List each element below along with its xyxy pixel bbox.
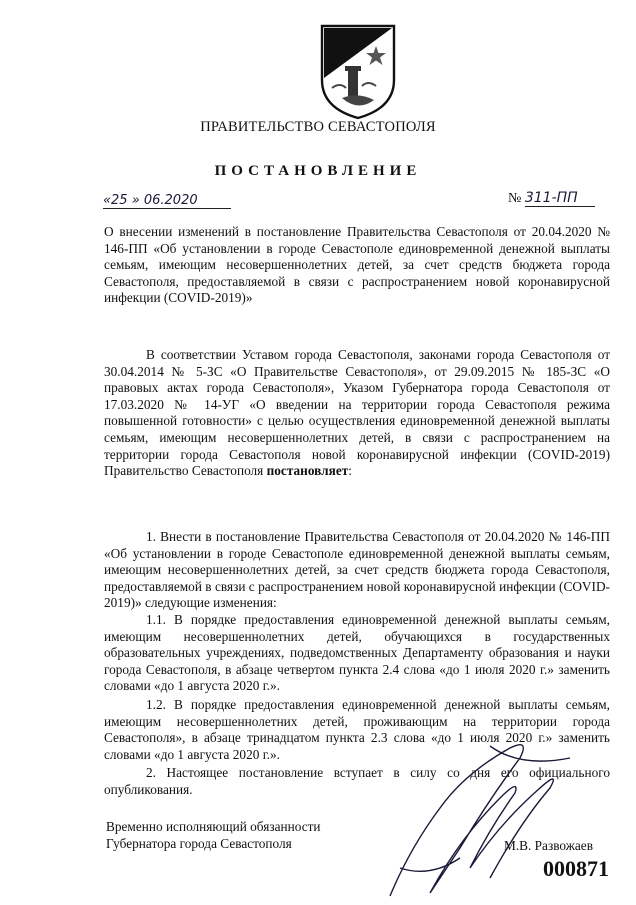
preamble <box>104 347 610 480</box>
number-sign: № <box>508 191 522 206</box>
paragraph-1-2: 1.2. В порядке предоставления единовременной денежной выплаты семьям, имеющим несовершеннолетних детей, проживающим на территории города Севастополя», в абзаце тринадцатом пункта 2.3 слова «до 1 июля 2020 г.» заменить словами «до 1 августа 2020 г.». <box>104 697 610 762</box>
document-number <box>508 190 595 207</box>
signatory-position <box>106 818 321 852</box>
coat-of-arms-emblem <box>318 22 398 120</box>
government-name: ПРАВИТЕЛЬСТВО СЕВАСТОПОЛЯ <box>200 119 436 135</box>
position-line-2: Губернатора города Севастополя <box>106 836 292 851</box>
paragraph-2: 2. Настоящее постановление вступает в силу со дня его официального опубликования. <box>104 765 610 797</box>
paragraph-1-1: 1.1. В порядке предоставления единовременной денежной выплаты семьям, имеющим несовершеннолетних детей, обучающихся в государственных образовательных учреждениях, подведомственных Департаменту образования и науки города Севастополя, в абзаце четвертом пункта 2.4 слова «до 1 июля 2020 г.» заменить словами «до 1 августа 2020 г.». <box>104 612 610 694</box>
date-value: «25 » 06.2020 <box>103 193 231 209</box>
preamble-end: : <box>348 463 352 479</box>
document-type: ПОСТАНОВЛЕНИЕ <box>214 163 422 179</box>
document-date <box>103 192 231 209</box>
preamble-bold: постановляет <box>266 463 349 479</box>
registration-number: 000871 <box>543 856 609 881</box>
signatory-name: М.В. Развожаев <box>504 838 593 853</box>
position-line-1: Временно исполняющий обязанности <box>106 819 321 834</box>
preamble-text: В соответствии Уставом города Севастополя, законами города Севастополя от 30.04.2014 № 5-ЗС «О Правительстве Севастополя», от 29.09.2015 № 185-ЗС «О правовых актах города Севастополя», Указом Губернатора города Севастополя от 17.03.2020 № 14-УГ «О введении на территории города Севастополя режима повышенной готовности» с целью осуществления единовременной денежной выплаты семьям, имеющим несовершеннолетних детей, в связи с распространением на территории города Севастополя новой коронавирусной инфекции (COVID-2019) Правительство Севастополя <box>104 347 610 479</box>
paragraph-1: 1. Внести в постановление Правительства Севастополя от 20.04.2020 № 146-ПП «Об установлении в городе Севастополе единовременной денежной выплаты семьям, имеющим несовершеннолетних детей, за счет средств бюджета города Севастополя, предоставляемой в связи с распространением новой коронавирусной инфекции (COVID-2019)» следующие изменения: <box>104 529 610 611</box>
document-title: О внесении изменений в постановление Правительства Севастополя от 20.04.2020 № 146-ПП «Об установлении в городе Севастополе единовременной денежной выплаты семьям, имеющим несовершеннолетних детей, за счет средств бюджета города Севастополя, предоставляемой в связи с распространением новой коронавирусной инфекции (COVID-2019)» <box>104 224 610 306</box>
number-value: 311-ПП <box>525 190 595 207</box>
